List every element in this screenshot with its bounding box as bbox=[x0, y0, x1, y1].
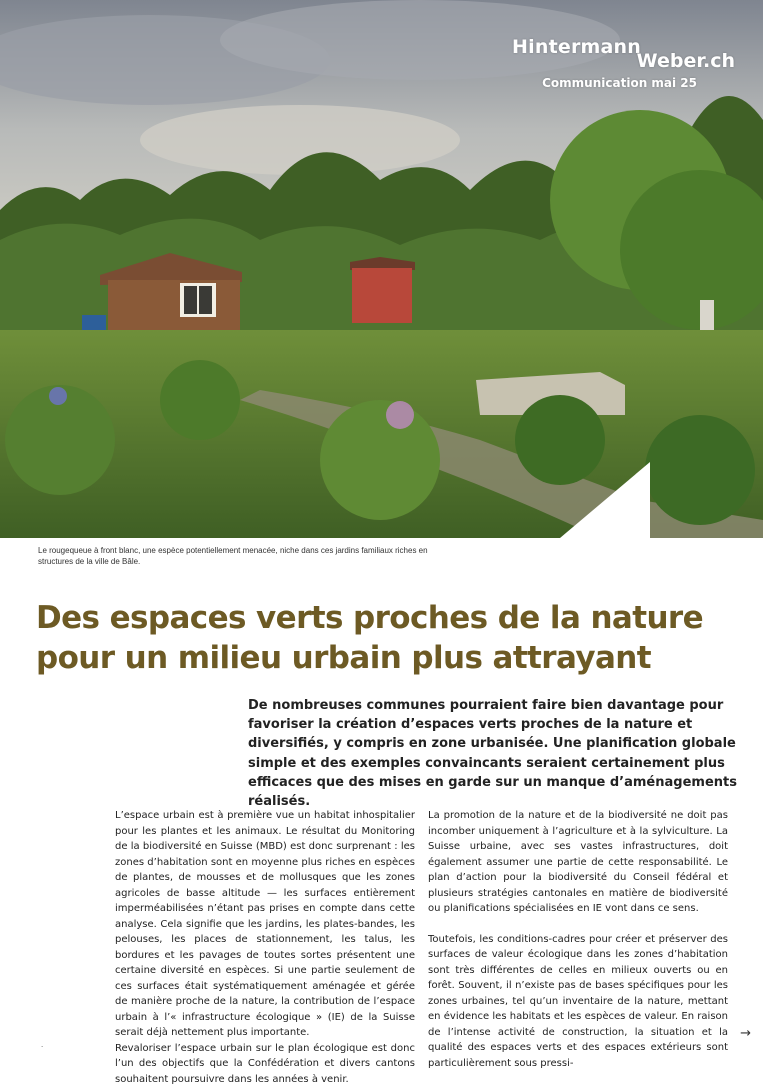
masthead bbox=[512, 36, 735, 90]
body-paragraph: La promotion de la nature et de la biodiversité ne doit pas incomber uniquement à l’agriculture et à la sylviculture. La Suisse urbaine, avec ses vastes infrastructures, doit également assumer une partie de cette responsabilité. Le plan d’action pour la biodiversité du Conseil fédéral et plusieurs stratégies cantonales en matière de biodiversité ou planifications spécialisées en IE vont dans ce sens. bbox=[428, 808, 728, 917]
headline-line2: pour un milieu urbain plus attrayant bbox=[36, 640, 651, 676]
brand-name-line2: Weber.ch bbox=[512, 50, 735, 72]
article-lead: De nombreuses communes pourraient faire bien davantage pour favoriser la création d’espaces verts proches de la nature et diversifiés, y compris en zone urbanisée. Une planification globale simple et des exemples convaincants seraient certainement plus efficaces que des mises en garde sur un manque d’aménagements réalisés. bbox=[248, 696, 738, 811]
body-paragraph: Revaloriser l’espace urbain sur le plan écologique est donc l’un des objectifs que la Confédération et divers cantons souhaitent poursuivre dans les années à venir. bbox=[115, 1041, 415, 1087]
issue-date: Communication mai 25 bbox=[512, 76, 697, 90]
footer-mark: . bbox=[41, 1040, 43, 1049]
photo-caption: Le rougequeue à front blanc, une espèce potentiellement menacée, niche dans ces jardins familiaux riches en structures de la ville de Bâle. bbox=[38, 546, 438, 567]
brand-name-line1: Hintermann bbox=[512, 36, 641, 58]
body-paragraph: L’espace urbain est à première vue un habitat inhospitalier pour les plantes et les animaux. Le résultat du Monitoring de la biodiversité en Suisse (MBD) est donc surprenant : les zones d’habitation sont en moyenne plus riches en espèces de plantes, de mousses et de mollusques que les zones agricoles de basse altitude — les surfaces entièrement imperméabilisées n’étant pas prises en compte dans cette analyse. Cela signifie que les jardins, les plates-bandes, les pelouses, les places de stationnement, les talus, les bordures et les pavages de toutes sortes présentent une certaine diversité en espèces. Si une partie seulement de ces surfaces était systématiquement aménagée et gérée de manière proche de la nature, la contribution de l’espace urbain à l’« infrastructure écologique » (IE) de la Suisse serait déjà nettement plus importante. bbox=[115, 808, 415, 1041]
continue-arrow-icon[interactable]: → bbox=[740, 1026, 751, 1041]
headline-line1: Des espaces verts proches de la nature bbox=[36, 600, 703, 636]
article-headline bbox=[36, 598, 736, 678]
body-column-left bbox=[115, 808, 415, 1087]
body-paragraph: Toutefois, les conditions-cadres pour créer et préserver des surfaces de valeur écologique dans les zones d’habitation sont très différentes de celles en milieux ouverts ou en forêt. Souvent, il n’existe pas de bases spécifiques pour les zones urbaines, tel qu’un inventaire de la nature, mettant en évidence les habitats et les espèces de valeur. En raison de l’intense activité de construction, la situation et la qualité des espaces verts et des espaces extérieurs sont particulièrement sous pressi- bbox=[428, 932, 728, 1072]
header-photo bbox=[0, 0, 763, 538]
body-column-right bbox=[428, 808, 728, 1071]
